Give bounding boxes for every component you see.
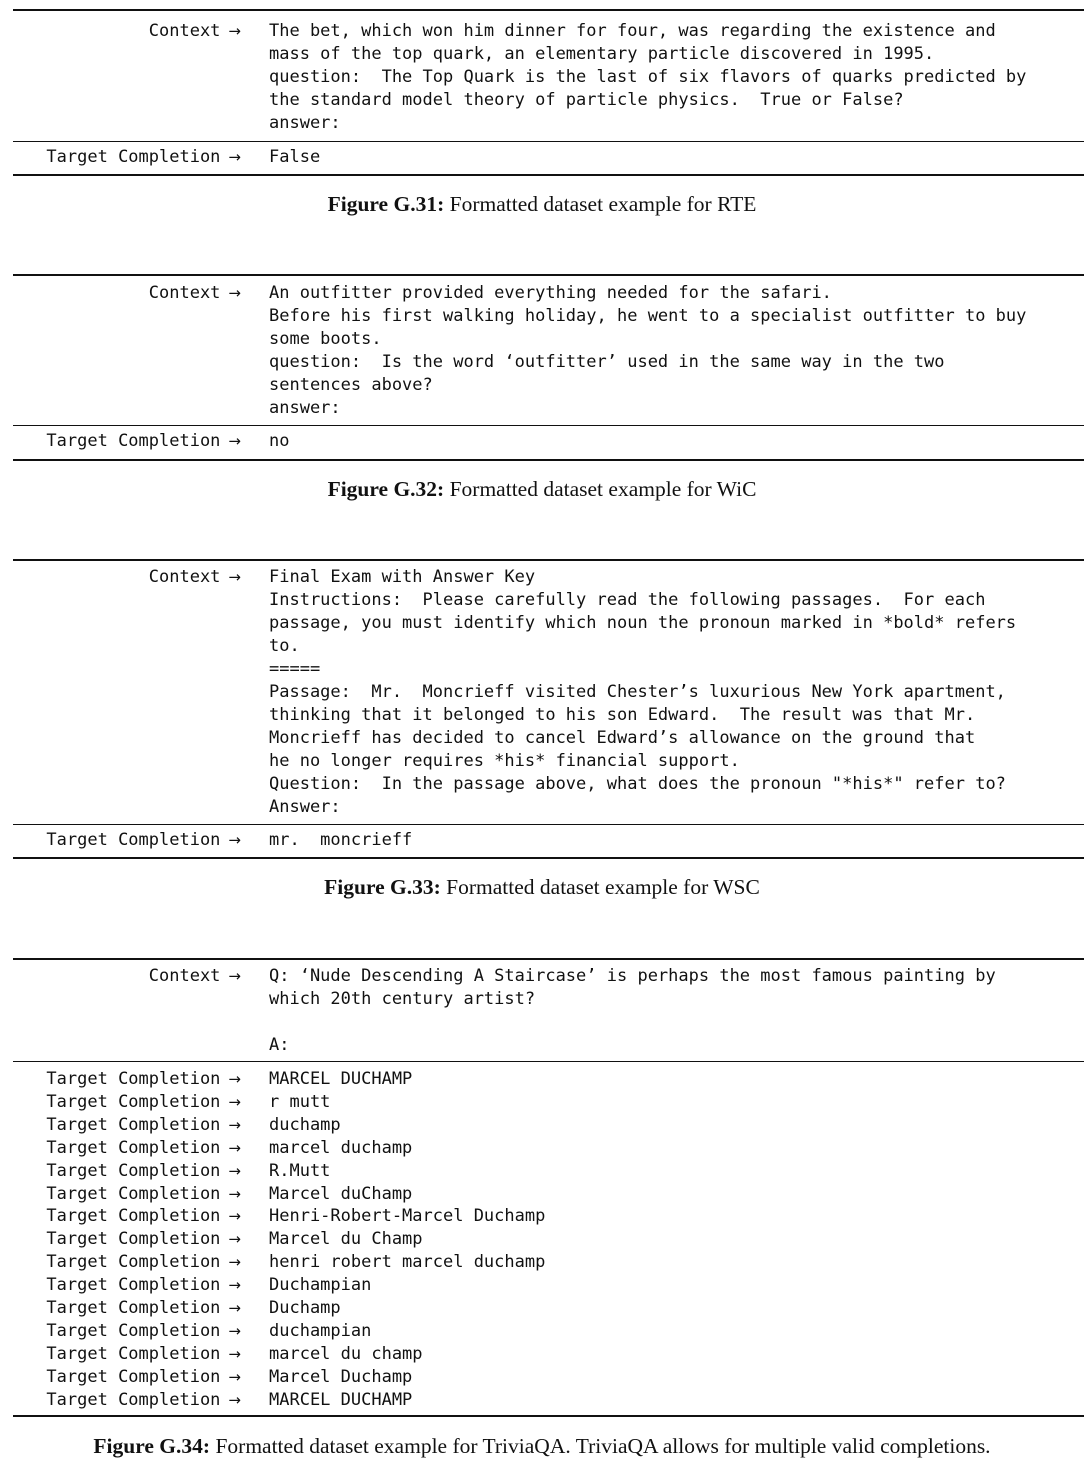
rule-mid bbox=[13, 425, 1084, 426]
context-label: Context → bbox=[148, 283, 241, 303]
target-text: marcel duchamp bbox=[269, 1138, 413, 1158]
target-text: Duchampian bbox=[269, 1275, 372, 1295]
target-label: Target Completion → bbox=[46, 1069, 241, 1089]
target-label: Target Completion → bbox=[46, 1321, 241, 1341]
figure-caption: Figure G.32: Formatted dataset example for WiC bbox=[327, 477, 757, 501]
target-label: Target Completion → bbox=[46, 1252, 241, 1272]
rule-top bbox=[13, 274, 1084, 276]
target-text: False bbox=[269, 147, 321, 167]
context-label: Context → bbox=[148, 21, 241, 41]
rule-mid bbox=[13, 824, 1084, 825]
target-label: Target Completion → bbox=[46, 1390, 241, 1410]
context-text: Final Exam with Answer Key Instructions: Please carefully read the following passages. For each passage, you must identify which noun the pronoun marked in *bold* refers to. ===== Passage: Mr. Moncrieff visited Chester’s luxurious New York apartment, thinking that it belonged to his son Edward. The result was that Mr. Moncrieff has decided to cancel Edward’s allowance on the ground that he no longer requires *his* financial support. Question: In the passage above, what does the pronoun "*his*" refer to? Answer: bbox=[269, 567, 1017, 817]
target-text: r mutt bbox=[269, 1092, 331, 1112]
target-label: Target Completion → bbox=[46, 147, 241, 167]
rule-top bbox=[13, 9, 1084, 11]
target-text: R.Mutt bbox=[269, 1161, 331, 1181]
context-label: Context → bbox=[148, 966, 241, 986]
rule-mid bbox=[13, 1061, 1084, 1062]
target-text: henri robert marcel duchamp bbox=[269, 1252, 546, 1272]
rule-mid bbox=[13, 141, 1084, 142]
target-text: mr. moncrieff bbox=[269, 830, 413, 850]
target-label: Target Completion → bbox=[46, 1092, 241, 1112]
context-text: Q: ‘Nude Descending A Staircase’ is perhaps the most famous painting by which 20th century artist? A: bbox=[269, 966, 996, 1055]
rule-top bbox=[13, 559, 1084, 561]
target-label: Target Completion → bbox=[46, 1344, 241, 1364]
target-label: Target Completion → bbox=[46, 1298, 241, 1318]
rule-bottom bbox=[13, 174, 1084, 176]
target-label: Target Completion → bbox=[46, 1115, 241, 1135]
target-label: Target Completion → bbox=[46, 1161, 241, 1181]
target-label: Target Completion → bbox=[46, 431, 241, 451]
target-label: Target Completion → bbox=[46, 1367, 241, 1387]
target-label: Target Completion → bbox=[46, 1229, 241, 1249]
target-label: Target Completion → bbox=[46, 1206, 241, 1226]
target-text: duchamp bbox=[269, 1115, 341, 1135]
target-text: Duchamp bbox=[269, 1298, 341, 1318]
target-text: Marcel duChamp bbox=[269, 1184, 413, 1204]
target-text: marcel du champ bbox=[269, 1344, 423, 1364]
figure-caption: Figure G.34: Formatted dataset example for TriviaQA. TriviaQA allows for multiple valid completions. bbox=[93, 1434, 991, 1458]
target-text: duchampian bbox=[269, 1321, 372, 1341]
context-label: Context → bbox=[148, 567, 241, 587]
figure-caption: Figure G.33: Formatted dataset example for WSC bbox=[324, 875, 760, 899]
target-label: Target Completion → bbox=[46, 830, 241, 850]
figure-caption: Figure G.31: Formatted dataset example for RTE bbox=[327, 192, 757, 216]
context-text: The bet, which won him dinner for four, was regarding the existence and mass of the top quark, an elementary particle discovered in 1995. question: The Top Quark is the last of six flavors of quarks predicted by the standard model theory of particle physics. True or False? answer: bbox=[269, 21, 1027, 133]
target-label: Target Completion → bbox=[46, 1184, 241, 1204]
target-label: Target Completion → bbox=[46, 1275, 241, 1295]
context-text: An outfitter provided everything needed for the safari. Before his first walking holiday, he went to a specialist outfitter to buy some boots. question: Is the word ‘outfitter’ used in the same way in the two sentences above? answer: bbox=[269, 283, 1027, 418]
target-label: Target Completion → bbox=[46, 1138, 241, 1158]
target-text: Henri-Robert-Marcel Duchamp bbox=[269, 1206, 546, 1226]
rule-bottom bbox=[13, 1415, 1084, 1417]
target-text: Marcel Duchamp bbox=[269, 1367, 413, 1387]
target-text: no bbox=[269, 431, 290, 451]
rule-top bbox=[13, 958, 1084, 960]
target-text: MARCEL DUCHAMP bbox=[269, 1390, 413, 1410]
target-text: MARCEL DUCHAMP bbox=[269, 1069, 413, 1089]
rule-bottom bbox=[13, 459, 1084, 461]
target-text: Marcel du Champ bbox=[269, 1229, 423, 1249]
rule-bottom bbox=[13, 857, 1084, 859]
